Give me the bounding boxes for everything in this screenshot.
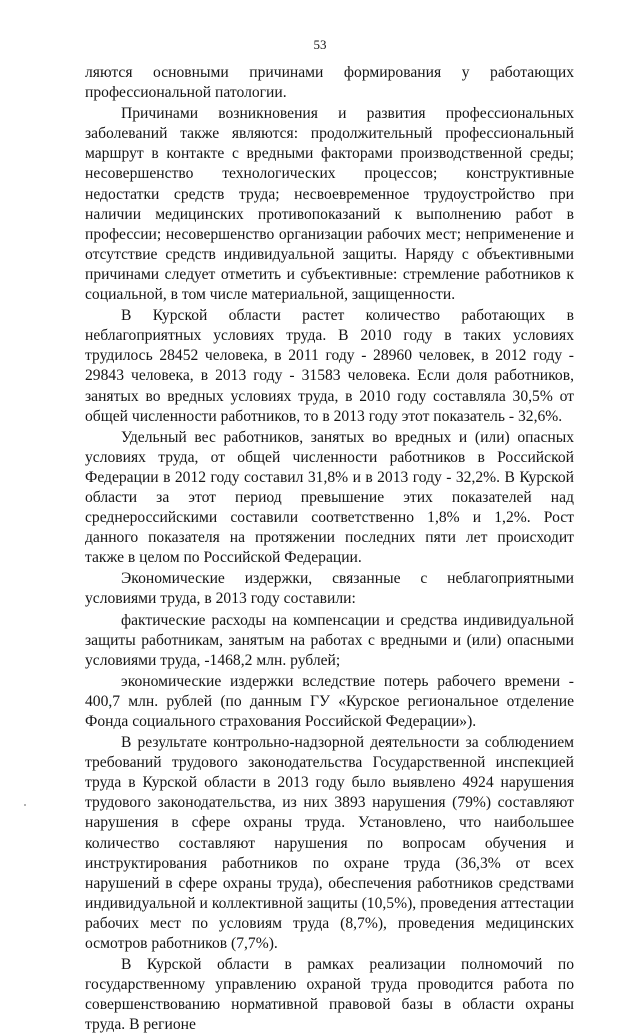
page-number: 53 bbox=[313, 37, 327, 52]
list-item-compensation: фактические расходы на компенсации и средства индивидуальной защиты работникам, занятым на работах с вредными и (или) опасными условиями труда, -1468,2 млн. рублей; bbox=[85, 611, 574, 669]
scan-artifact-dot bbox=[24, 804, 26, 806]
paragraph-kursk-workers: В Курской области растет количество работающих в неблагоприятных условиях труда. В 2010 году в таких условиях трудилось 28452 человека, в 2011 году - 28960 человек, в 2012 году - 29843 человека, в 2013 году - 31583 человека. Если доля работников, занятых во вредных условиях труда, в 2010 году составляла 30,5% от общей численности работников, то в 2013 году этот показатель - 32,6%. bbox=[85, 307, 574, 425]
list-item-time-losses: экономические издержки вследствие потерь рабочего времени - 400,7 млн. рублей (по данным ГУ «Курское региональное отделение Фонда социального страхования Российской Федерации»). bbox=[85, 672, 574, 730]
paragraph-continuation: ляются основными причинами формирования у работающих профессиональной патологии. bbox=[85, 64, 574, 102]
paragraph-share-hazardous: Удельный вес работников, занятых во вредных и (или) опасных условиях труда, от общей численности работников в Российской Федерации в 2012 году составил 31,8% и в 2013 году - 32,2%. В Курской области за этот период превышение этих показателей над среднероссийскими составили соответственно 1,8% и 1,2%. Рост данного показателя на протяжении последних пяти лет происходит также в целом по Российской Федерации. bbox=[85, 428, 574, 567]
document-body bbox=[85, 63, 574, 1036]
paragraph-regulation: В Курской области в рамках реализации полномочий по государственному управлению охраной труда проводится работа по совершенствованию нормативной правовой базы в области охраны труда. В регионе bbox=[85, 956, 574, 1034]
paragraph-inspection: В результате контрольно-надзорной деятельности за соблюдением требований трудового законодательства Государственной инспекцией труда в Курской области в 2013 году было выявлено 4924 нарушения трудового законодательства, из них 3893 нарушения (79%) составляют нарушения в сфере охраны труда. Установлено, что наибольшее количество составляют нарушения по вопросам обучения и инструктирования работников по охране труда (36,3% от всех нарушений в сфере охраны труда), обеспечения работников средствами индивидуальной и коллективной защиты (10,5%), проведения аттестации рабочих мест по условиям труда (8,7%), проведения медицинских осмотров работников (7,7%). bbox=[85, 734, 574, 953]
paragraph-causes: Причинами возникновения и развития профессиональных заболеваний также являются: продолжительный профессиональный маршрут в контакте с вредными факторами производственной среды; несовершенство технологических процессов; конструктивные недостатки средств труда; несвоевременное трудоустройство при наличии медицинских противопоказаний к выполнению работ в профессии; несовершенство организации рабочих мест; неприменение и отсутствие средств индивидуальной защиты. Наряду с объективными причинами следует отметить и субъективные: стремление работников к социальной, в том числе материальной, защищенности. bbox=[85, 105, 574, 304]
paragraph-economic-costs: Экономические издержки, связанные с неблагоприятными условиями труда, в 2013 году составили: bbox=[85, 570, 574, 608]
